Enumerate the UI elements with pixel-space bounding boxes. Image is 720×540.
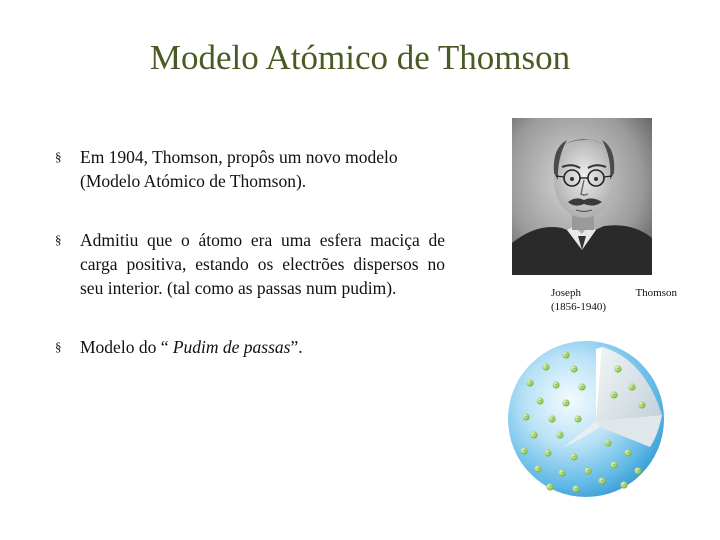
- bullet-1-line-1: Em 1904, Thomson, propôs um novo modelo: [80, 147, 398, 167]
- electron-charge-label: -: [555, 382, 557, 389]
- electron-charge-label: -: [577, 416, 579, 423]
- electron-charge-label: -: [529, 380, 531, 387]
- portrait-caption: [551, 286, 677, 314]
- electron-charge-label: -: [601, 478, 603, 485]
- electron-charge-label: -: [533, 432, 535, 439]
- bullet-3-italic: Pudim de passas: [172, 337, 291, 357]
- electron-charge-label: -: [641, 402, 643, 409]
- electron-charge-label: -: [561, 470, 563, 477]
- electron-charge-label: -: [587, 468, 589, 475]
- electron-charge-label: -: [551, 416, 553, 423]
- electron-charge-label: -: [565, 352, 567, 359]
- slide-title: Modelo Atómico de Thomson: [149, 38, 571, 77]
- electron-charge-label: -: [573, 454, 575, 461]
- bullet-1-line-2: (Modelo Atómico de Thomson).: [80, 171, 307, 191]
- bullet-marker: §: [55, 232, 62, 247]
- electron-charge-label: -: [623, 482, 625, 489]
- electron-charge-label: -: [631, 384, 633, 391]
- electron-charge-label: -: [613, 392, 615, 399]
- electron-charge-label: -: [575, 486, 577, 493]
- electron-charge-label: -: [523, 448, 525, 455]
- electron-charge-label: -: [559, 432, 561, 439]
- electron-charge-label: -: [581, 384, 583, 391]
- bullet-3-prefix: Modelo do “: [80, 337, 173, 357]
- caption-last-name: Thomson: [635, 287, 677, 299]
- electron-charge-label: -: [539, 398, 541, 405]
- electron-charge-label: -: [627, 450, 629, 457]
- electron-charge-label: -: [613, 462, 615, 469]
- bullet-3-text: [80, 337, 303, 357]
- electron-charge-label: -: [617, 366, 619, 373]
- electron-charge-label: -: [547, 450, 549, 457]
- caption-first-name: Joseph: [551, 287, 581, 299]
- bullet-marker: §: [55, 149, 62, 164]
- bullet-3-suffix: ”.: [290, 337, 303, 357]
- plum-pudding-model-image: [504, 335, 669, 505]
- bullet-marker: §: [55, 339, 62, 354]
- caption-years: (1856-1940): [551, 301, 606, 313]
- electron-charge-label: -: [565, 400, 567, 407]
- caption-name: [551, 286, 677, 300]
- electron-charge-label: -: [545, 364, 547, 371]
- bullet-item-3: [55, 335, 445, 359]
- electron-charge-label: -: [573, 366, 575, 373]
- bullet-item-1: [55, 145, 445, 193]
- electron-charge-label: -: [607, 440, 609, 447]
- electron-charge-label: -: [549, 484, 551, 491]
- electron-charge-label: -: [637, 468, 639, 475]
- bullet-2-text: Admitiu que o átomo era uma esfera maciça de carga positiva, estando os electrões dispersos no seu interior. (tal como as passas num pudim).: [80, 230, 445, 298]
- bullet-list: [55, 145, 445, 394]
- electron-charge-label: -: [537, 466, 539, 473]
- electron-charge-label: -: [525, 414, 527, 421]
- thomson-portrait-image: [512, 118, 652, 275]
- bullet-item-2: [55, 228, 445, 300]
